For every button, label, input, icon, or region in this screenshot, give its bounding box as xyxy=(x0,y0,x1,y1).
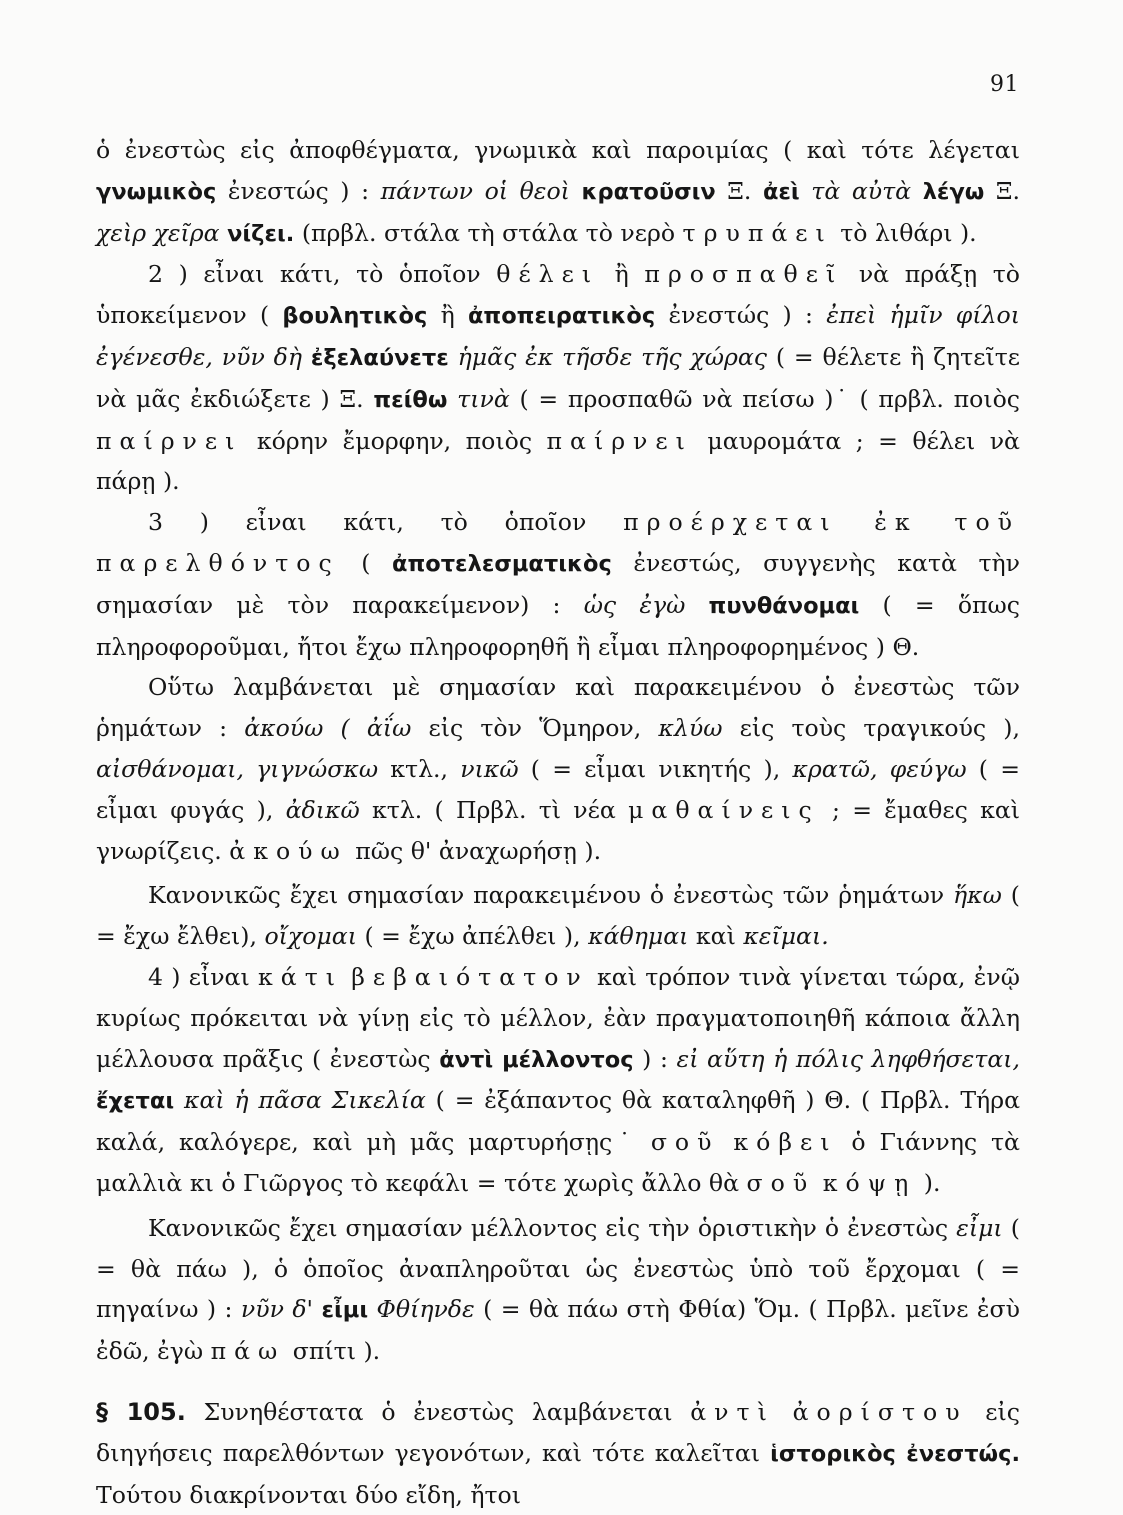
text-run xyxy=(918,508,955,536)
page-number: 91 xyxy=(990,72,1019,97)
bold-term: κρατοῦσιν xyxy=(581,178,716,205)
text-run: ( = προσπαθῶ νὰ πείσω )˙ ( πρβλ. ποιὸς xyxy=(509,384,1021,413)
paragraph-3 xyxy=(96,502,1020,667)
text-run xyxy=(220,219,228,247)
text-run: ( = θέλετε ἢ ζητεῖτε νὰ μᾶς ἐκδιώξετε ) Ξ. xyxy=(96,342,1020,413)
spaced-word: πάω xyxy=(210,1337,286,1366)
text-run: νὰ πράξῃ τὸ ὑποκείμενον ( xyxy=(96,260,1020,330)
text-run: Κανονικῶς ἔχει σημασίαν παρακειμένου ὁ ἐνεστὼς τῶν ῥημάτων xyxy=(148,881,954,910)
italic-example: χεὶρ χεῖρα xyxy=(96,218,220,247)
text-run: εἰς τὸν Ὅμηρον, xyxy=(411,714,659,743)
italic-example: κάθημαι xyxy=(588,922,689,951)
spaced-word: ἀκούω xyxy=(229,836,348,865)
italic-example: ὡς ἐγὼ xyxy=(583,590,686,619)
spaced-word: θέλει xyxy=(496,260,600,289)
text-run: ( = εἶμαι νικητής ), xyxy=(518,754,793,783)
text-run xyxy=(174,1086,184,1114)
text-run xyxy=(447,385,457,413)
spaced-word: ἀντὶ xyxy=(690,1397,775,1426)
text-run: ἐνεστώς, συγγενὴς κατὰ τὴν σημασίαν μὲ τὸν παρακείμενον) : xyxy=(96,548,1020,619)
spaced-word: τρυπάει xyxy=(682,218,833,247)
text-run: κόρην ἔμορφην, ποιὸς xyxy=(242,426,547,455)
spaced-word: κάτι xyxy=(258,962,343,991)
bold-term: νίζει. xyxy=(227,220,295,247)
paragraph-7 xyxy=(96,1208,1020,1372)
spaced-word: παρελθόντος xyxy=(96,548,340,577)
italic-example: ἥκω xyxy=(953,881,1002,910)
spaced-word: σοῦ xyxy=(650,1128,720,1157)
text-run: ὁ Γιάννης τὰ μαλλιὰ κι ὁ Γιῶργος τὸ κεφάλι = τότε χωρὶς ἄλλο θὰ xyxy=(96,1128,1020,1197)
text-run: ( = ἐξάπαντος θὰ καταληφθῆ ) Θ. ( Πρβλ. Τήρα καλά, καλόγερε, καὶ μὴ μᾶς μαρτυρήσῃς˙ xyxy=(96,1086,1020,1157)
text-run xyxy=(800,177,812,205)
bold-term: ἀντὶ μέλλοντος xyxy=(439,1046,634,1073)
text-run: ( xyxy=(339,548,392,577)
text-run: ) : xyxy=(633,1044,677,1073)
italic-example: Φθίηνδε xyxy=(376,1295,475,1324)
text-run: ( = θὰ πάω στὴ Φθία) Ὅμ. ( Πρβλ. μεῖνε ἐσὺ ἐδῶ, ἐγὼ xyxy=(96,1295,1021,1366)
italic-example: κρατῶ, φεύγω xyxy=(792,754,967,783)
italic-example: τινὰ xyxy=(457,384,510,413)
spaced-word: προσπαθεῖ xyxy=(644,260,844,289)
text-run: ( = ἔχω ἀπέλθει ), xyxy=(356,922,589,951)
italic-example: ἀδικῶ xyxy=(285,795,360,824)
text-run: ἢ xyxy=(427,301,468,330)
italic-example: κεῖμαι. xyxy=(743,922,829,951)
text-run: ὁ ἐνεστὼς εἰς ἀποφθέγματα, γνωμικὰ καὶ παροιμίας ( καὶ τότε λέγεται xyxy=(96,136,1020,164)
paragraph-6 xyxy=(96,957,1020,1204)
text-run: Οὕτω λαμβάνεται μὲ σημασίαν καὶ παρακειμένου ὁ ἐνεστὼς τῶν ῥημάτων : xyxy=(96,673,1020,743)
text-run xyxy=(368,1295,376,1323)
text-run: κτλ. ( Πρβλ. τὶ νέα xyxy=(359,795,629,824)
text-run: ἢ xyxy=(599,260,645,289)
paragraph-4 xyxy=(96,667,1020,871)
spaced-word: παίρνει xyxy=(96,426,243,455)
text-run xyxy=(815,1169,823,1197)
text-run: εἰς διηγήσεις παρελθόντων γεγονότων, καὶ τότε καλεῖται xyxy=(96,1397,1020,1467)
spaced-word: κόψῃ xyxy=(822,1168,917,1197)
paragraph-1 xyxy=(96,130,1020,254)
italic-example: ἀκούω ( ἀΐω xyxy=(244,714,412,743)
bold-term: πυνθάνομαι xyxy=(708,592,860,619)
italic-example: πάντων οἱ θεοὶ xyxy=(380,176,570,205)
spaced-word: σοῦ xyxy=(746,1168,816,1197)
italic-example: νικῶ xyxy=(460,754,519,783)
bold-term: ἐξελαύνετε xyxy=(310,344,449,371)
text-run: Κανονικῶς ἔχει σημασίαν μέλλοντος εἰς τὴν ὁριστικὴν ὁ ἐνεστὼς xyxy=(148,1213,957,1242)
text-run: ). xyxy=(916,1168,941,1197)
bold-term: βουλητικὸς xyxy=(282,303,428,330)
text-run: ( = θὰ πάω ), ὁ ὁποῖος ἀναπληροῦται ὡς ἐνεστὼς ὑπὸ τοῦ ἔρχομαι ( = πηγαίνω ) : xyxy=(96,1213,1020,1324)
text-run: εἰς τοὺς τραγικούς ), xyxy=(722,714,1021,743)
text-run xyxy=(449,343,458,371)
text-run: καὶ τρόπον τινὰ γίνεται τώρα, ἐνῷ κυρίως πρόκειται νὰ γίνῃ εἰς τὸ μέλλον, ἐὰν πραγματοποιηθῆ κάποια ἄλλη μέλλουσα πρᾶξις ( ἐνεστὼς xyxy=(96,962,1021,1073)
spaced-word: παίρνει xyxy=(546,426,693,455)
spaced-word: κόβει xyxy=(733,1128,838,1157)
paragraph-2 xyxy=(96,254,1020,502)
bold-term: γνωμικὸς xyxy=(96,178,217,205)
text-run: 4 ) εἶναι xyxy=(148,962,259,991)
italic-example: τὰ αὐτὰ xyxy=(811,176,912,205)
spaced-word: βεβαιότατον xyxy=(351,962,589,991)
section-number: § 105. xyxy=(96,1397,186,1426)
bold-term: πείθω xyxy=(373,386,448,413)
bold-term: ἀποτελεσματικὸς xyxy=(391,550,612,577)
text-run: ἐνεστώς ) : xyxy=(216,176,381,205)
italic-example: ἡμᾶς ἐκ τῆσδε τῆς χώρας xyxy=(457,342,767,371)
italic-example: καὶ ἡ πᾶσα Σικελία xyxy=(183,1086,426,1115)
text-run xyxy=(719,1128,733,1156)
text-run xyxy=(685,591,708,619)
text-run xyxy=(302,343,311,371)
italic-example: νῦν δ' xyxy=(240,1295,314,1324)
italic-example: ἐπεὶ ἡμῖν φίλοι ἐγένεσθε, νῦν δὴ xyxy=(96,301,1020,371)
page-body xyxy=(96,130,1020,1515)
bold-term: ἔχεται xyxy=(96,1088,175,1115)
spaced-word: προέρχεται xyxy=(623,508,838,537)
bold-term: λέγω xyxy=(922,178,985,205)
text-run: Ξ. xyxy=(715,176,763,205)
text-run: ; = ἔμαθες καὶ γνωρίζεις. xyxy=(96,795,1021,865)
paragraph-5 xyxy=(96,875,1020,957)
bold-term: εἶμι xyxy=(321,1297,369,1324)
italic-example: εἶμι xyxy=(956,1213,1003,1242)
text-run: (πρβλ. στάλα τὴ στάλα τὸ νερὸ xyxy=(294,218,683,247)
italic-example: οἴχομαι xyxy=(264,922,357,951)
bold-term: ἀποπειρατικὸς xyxy=(467,303,656,330)
text-run: 3 ) εἶναι κάτι, τὸ ὁποῖον xyxy=(148,508,624,537)
text-run xyxy=(775,1398,793,1426)
text-run: ( = ἔχω ἔλθει), xyxy=(96,881,1020,951)
text-run: καὶ xyxy=(688,922,744,951)
spaced-word: τοῦ xyxy=(954,508,1021,537)
text-run: μαυρομάτα ; = θέλει νὰ πάρῃ ). xyxy=(96,426,1020,496)
italic-example: κλύω xyxy=(658,714,723,743)
text-run xyxy=(911,177,923,205)
text-run: Συνηθέστατα ὁ ἐνεστὼς λαμβάνεται xyxy=(185,1397,691,1426)
text-run: τὸ λιθάρι ). xyxy=(832,218,977,247)
text-run xyxy=(838,508,875,536)
text-run: 2 ) εἶναι κάτι, τὸ ὁποῖον xyxy=(148,260,497,289)
text-run: σπίτι ). xyxy=(285,1337,381,1366)
text-run: κτλ., xyxy=(378,754,461,783)
italic-example: εἰ αὕτη ἡ πόλις ληφθήσεται, xyxy=(676,1044,1020,1073)
text-run: ἐνεστώς ) : xyxy=(655,301,827,330)
bold-term: ἱστορικὸς ἐνεστώς. xyxy=(770,1440,1021,1467)
section-105 xyxy=(96,1392,1020,1515)
text-run: ( = ὅπως πληροφοροῦμαι, ἤτοι ἔχω πληροφορηθῆ ἢ εἶμαι πληροφορημένος ) Θ. xyxy=(96,590,1020,661)
spaced-word: ἀορίστου xyxy=(792,1397,968,1426)
spaced-word: ἐκ xyxy=(874,508,918,537)
text-run: ( = εἶμαι φυγάς ), xyxy=(96,754,1020,824)
italic-example: αἰσθάνομαι, γιγνώσκω xyxy=(96,754,379,783)
text-run: Ξ. xyxy=(984,176,1021,205)
text-run: πῶς θ' ἀναχωρήσῃ ). xyxy=(347,836,602,865)
bold-term: ἀεὶ xyxy=(762,178,800,205)
text-run xyxy=(570,177,582,205)
text-run: Τούτου διακρίνονται δύο εἴδη, ἤτοι xyxy=(96,1480,521,1509)
spaced-word: μαθαίνεις xyxy=(628,795,820,824)
